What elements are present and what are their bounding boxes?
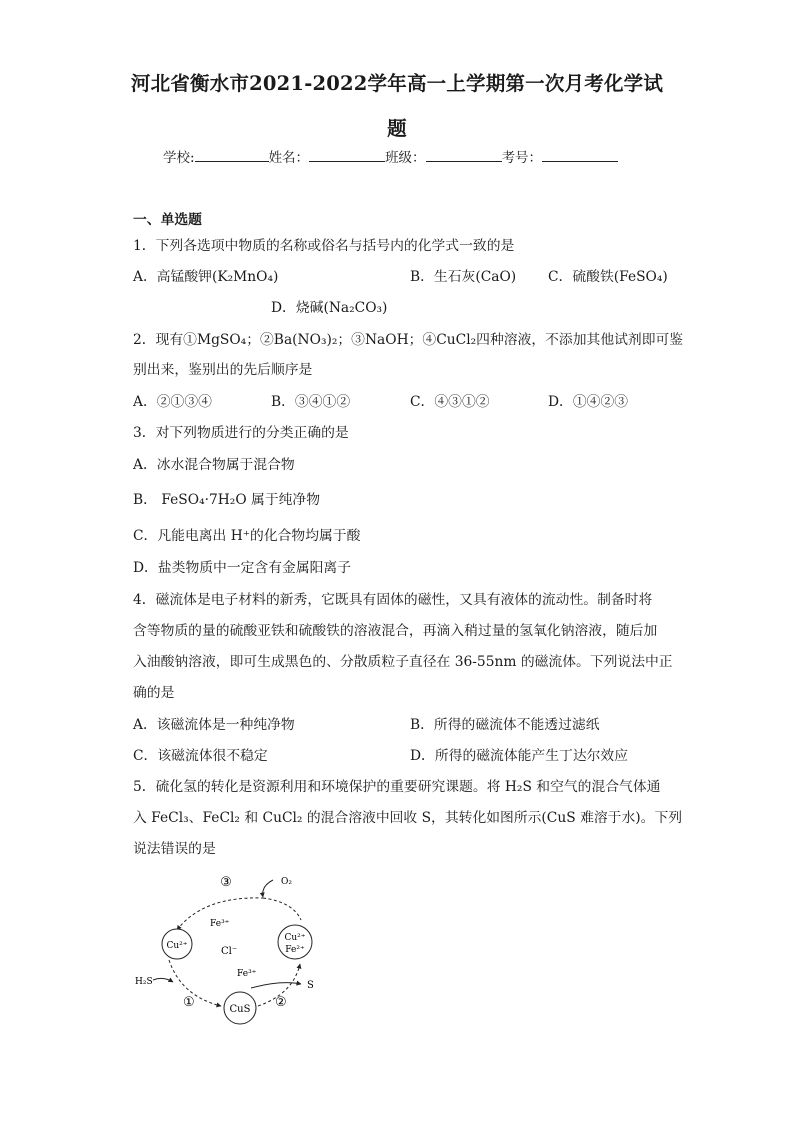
- q4-stem-line3: 入油酸钠溶液，即可生成黑色的、分散质粒子直径在 36-55nm 的磁流体。下列说法中正: [133, 654, 673, 670]
- step2-label: ②: [275, 995, 287, 1010]
- q3-option-c: C．凡能电离出 H⁺的化合物均属于酸: [133, 528, 361, 544]
- q5-stem-line3: 说法错误的是: [133, 841, 216, 857]
- class-label: 班级：: [385, 150, 426, 166]
- student-info-row: [163, 146, 618, 166]
- q5-stem-line2: 入 FeCl₃、FeCl₂ 和 CuCl₂ 的混合溶液中回收 S，其转化如图所示(CuS 难溶于水)。下列: [133, 810, 683, 826]
- q2-stem-line2: 别出来，鉴别出的先后顺序是: [133, 362, 313, 378]
- q4-option-c: C．该磁流体很不稳定: [133, 748, 268, 764]
- q4-stem-line1: 4．磁流体是电子材料的新秀，它既具有固体的磁性，又具有液体的流动性。制备时将: [133, 592, 653, 608]
- q2-option-c: C．④③①②: [410, 394, 490, 410]
- arc-step3-right: [263, 898, 301, 920]
- cu-right-label: Cu²⁺: [284, 933, 306, 943]
- q1-option-b: B．生石灰(CaO): [410, 269, 517, 285]
- q3-option-d: D．盐类物质中一定含有金属阳离子: [133, 560, 352, 576]
- cus-label: CuS: [229, 1004, 251, 1015]
- o2-label: O₂: [281, 877, 292, 887]
- school-blank[interactable]: [195, 148, 269, 162]
- q3-option-a: A．冰水混合物属于混合物: [133, 457, 295, 473]
- q3-stem: 3．对下列物质进行的分类正确的是: [133, 425, 349, 441]
- o2-arrow: [263, 880, 273, 897]
- s-out-arrow: [251, 983, 301, 988]
- doc-title-line1: 河北省衡水市2021-2022学年高一上学期第一次月考化学试: [130, 72, 664, 95]
- q3-option-b: B． FeSO₄·7H₂O 属于纯净物: [133, 492, 321, 508]
- q2-option-d: D．①④②③: [548, 394, 629, 410]
- q2-stem-line1: 2．现有①MgSO₄；②Ba(NO₃)₂；③NaOH；④CuCl₂四种溶液，不添加其他试剂即可鉴: [133, 332, 684, 348]
- q4-option-b: B．所得的磁流体不能透过滤纸: [410, 717, 600, 733]
- exam-no-label: 考号：: [501, 150, 543, 166]
- s-label: S: [307, 980, 314, 991]
- q1-stem: 1．下列各选项中物质的名称或俗名与括号内的化学式一致的是: [133, 238, 515, 254]
- doc-title-line2: 题: [387, 117, 407, 140]
- cu-left-label: Cu²⁺: [166, 941, 188, 951]
- conversion-cycle-diagram: [133, 868, 323, 1033]
- q4-option-a: A．该磁流体是一种纯净物: [133, 717, 295, 733]
- name-blank[interactable]: [309, 148, 385, 162]
- q1-option-d: D．烧碱(Na₂CO₃): [271, 300, 388, 316]
- q4-stem-line4: 确的是: [133, 685, 175, 701]
- cl-label: Cl⁻: [221, 946, 238, 957]
- section-heading: 一、单选题: [133, 212, 202, 228]
- q4-stem-line2: 含等物质的量的硫酸亚铁和硫酸铁的溶液混合，再滴入稍过量的氢氧化钠溶液，随后加: [133, 623, 658, 639]
- school-label: 学校:: [163, 150, 195, 166]
- fe2-right-label: Fe²⁺: [285, 945, 305, 955]
- q4-option-d: D．所得的磁流体能产生丁达尔效应: [410, 748, 629, 764]
- class-blank[interactable]: [426, 148, 502, 162]
- q1-option-a: A．高锰酸钾(K₂MnO₄): [133, 269, 279, 285]
- name-label: 姓名：: [268, 150, 310, 166]
- h2s-arrow: [153, 978, 173, 982]
- step1-label: ①: [183, 995, 195, 1010]
- fe3-top-label: Fe³⁺: [210, 919, 230, 929]
- exam-no-blank[interactable]: [542, 148, 618, 162]
- q5-stem-line1: 5．硫化氢的转化是资源利用和环境保护的重要研究课题。将 H₂S 和空气的混合气体通: [133, 779, 661, 795]
- q1-option-c: C．硫酸铁(FeSO₄): [548, 269, 668, 285]
- arc-step1: [169, 960, 221, 1006]
- fe3-mid-label: Fe³⁺: [237, 969, 257, 979]
- step3-label: ③: [220, 875, 232, 890]
- q2-option-a: A．②①③④: [133, 394, 212, 410]
- q2-option-b: B．③④①②: [271, 394, 351, 410]
- h2s-label: H₂S: [135, 977, 153, 987]
